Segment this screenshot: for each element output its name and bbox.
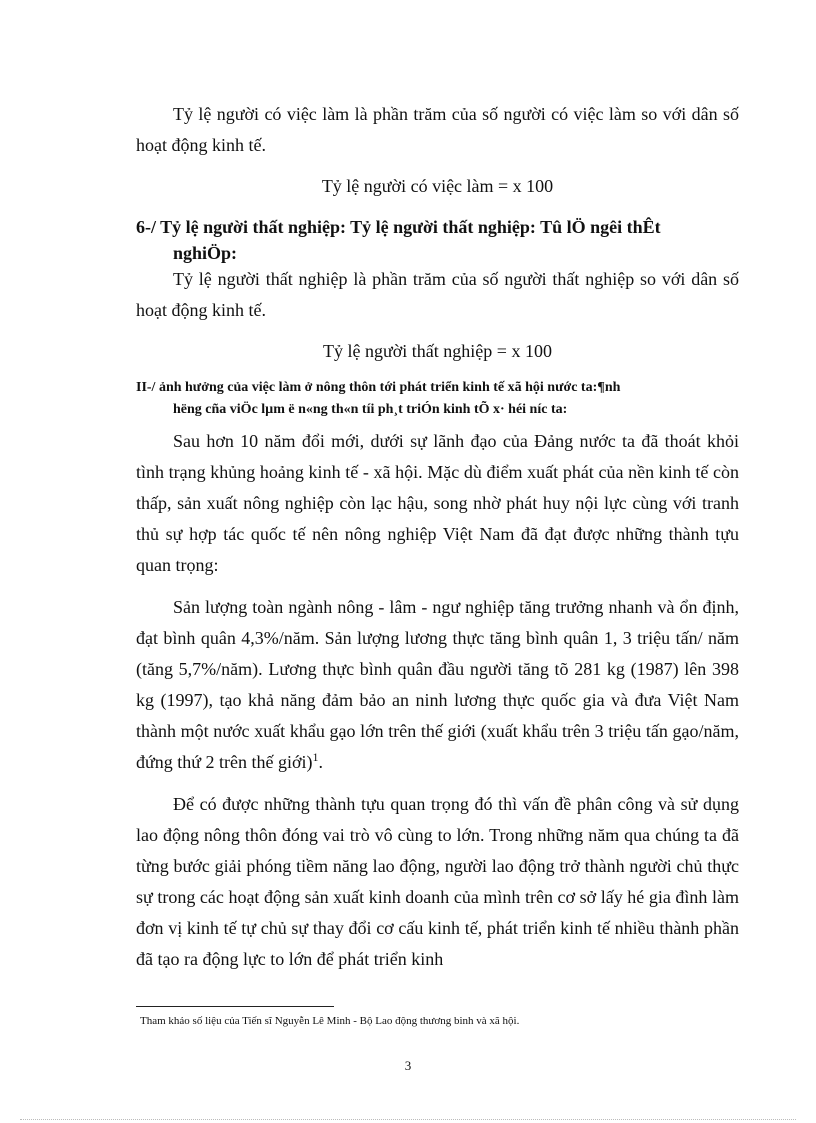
page-bottom-border bbox=[20, 1119, 796, 1120]
heading-line-1: 6-/ Tỷ lệ người thất nghiệp: Tỷ lệ người thất nghiệp: Tû lÖ ngêi thÊt bbox=[136, 217, 661, 237]
heading-line-2: hëng cña viÖc lµm ë n«ng th«n tíi ph¸t triÓn kinh tÕ x· héi níc ta: bbox=[173, 402, 568, 417]
paragraph-renovation: Sau hơn 10 năm đổi mới, dưới sự lãnh đạo của Đảng nước ta đã thoát khỏi tình trạng khủng hoảng kinh tế - xã hội. Mặc dù điểm xuất phát của nền kinh tế còn thấp, sản xuất nông nghiệp còn lạc hậu, song nhờ phát huy nội lực cùng với tranh thủ sự hợp tác quốc tế nên nông nghiệp Việt Nam đã đạt được những thành tựu quan trọng: bbox=[136, 431, 739, 575]
paragraph-output-text: Sản lượng toàn ngành nông - lâm - ngư nghiệp tăng trưởng nhanh và ổn định, đạt bình quân 4,3%/năm. Sản lượng lương thực tăng bình quân 1, 3 triệu tấn/ năm (tăng 5,7%/năm). Lương thực bình quân đầu người tăng tõ 281 kg (1987) lên 398 kg (1997), tạo khả năng đảm bảo an ninh lương thực quốc gia và đưa Việt Nam thành một nước xuất khẩu gạo lớn trên thế giới (xuất khẩu trên 3 triệu tấn gạo/năm, đứng thứ 2 trên thế giới) bbox=[136, 597, 739, 772]
paragraph-output bbox=[136, 592, 739, 778]
page-number: 3 bbox=[404, 1058, 412, 1073]
section-heading-rural-employment bbox=[136, 377, 739, 421]
paragraph-unemployment-rate: Tỷ lệ người thất nghiệp là phần trăm của số người thất nghiệp so với dân số hoạt động kinh tế. bbox=[136, 269, 739, 320]
formula-unemployment-rate: Tỷ lệ người thất nghiệp = x 100 bbox=[323, 341, 552, 361]
footnote-text: Tham khảo số liệu của Tiến sĩ Nguyễn Lê Minh - Bộ Lao động thương binh và xã hội. bbox=[140, 1015, 520, 1027]
footnote-reference: 1 bbox=[312, 750, 319, 764]
paragraph-employment-rate: Tỷ lệ người có việc làm là phần trăm của số người có việc làm so với dân số hoạt động kinh tế. bbox=[136, 104, 739, 155]
heading-line-1: II-/ ảnh hưởng của việc làm ở nông thôn tới phát triển kinh tế xã hội nước ta:¶nh bbox=[136, 380, 621, 395]
section-heading-unemployment bbox=[136, 214, 739, 266]
paragraph-labor-division: Để có được những thành tựu quan trọng đó thì vấn đề phân công và sử dụng lao động nông thôn đóng vai trò vô cùng to lớn. Trong những năm qua chúng ta đã từng bước giải phóng tiềm năng lao động, người lao động trở thành người chủ thực sự trong các hoạt động sản xuất kinh doanh của mình trên cơ sở lấy hé gia đình làm đơn vị kinh tế tự chủ sự thay đổi cơ cấu kinh tế, phát triển kinh tế nhiều thành phần đã tạo ra động lực to lớn để phát triển kinh bbox=[136, 794, 739, 969]
formula-employment-rate: Tỷ lệ người có việc làm = x 100 bbox=[321, 176, 554, 196]
footnote-separator bbox=[136, 1006, 334, 1007]
paragraph-output-end: . bbox=[318, 752, 324, 772]
heading-line-2: nghiÖp: bbox=[173, 243, 238, 263]
